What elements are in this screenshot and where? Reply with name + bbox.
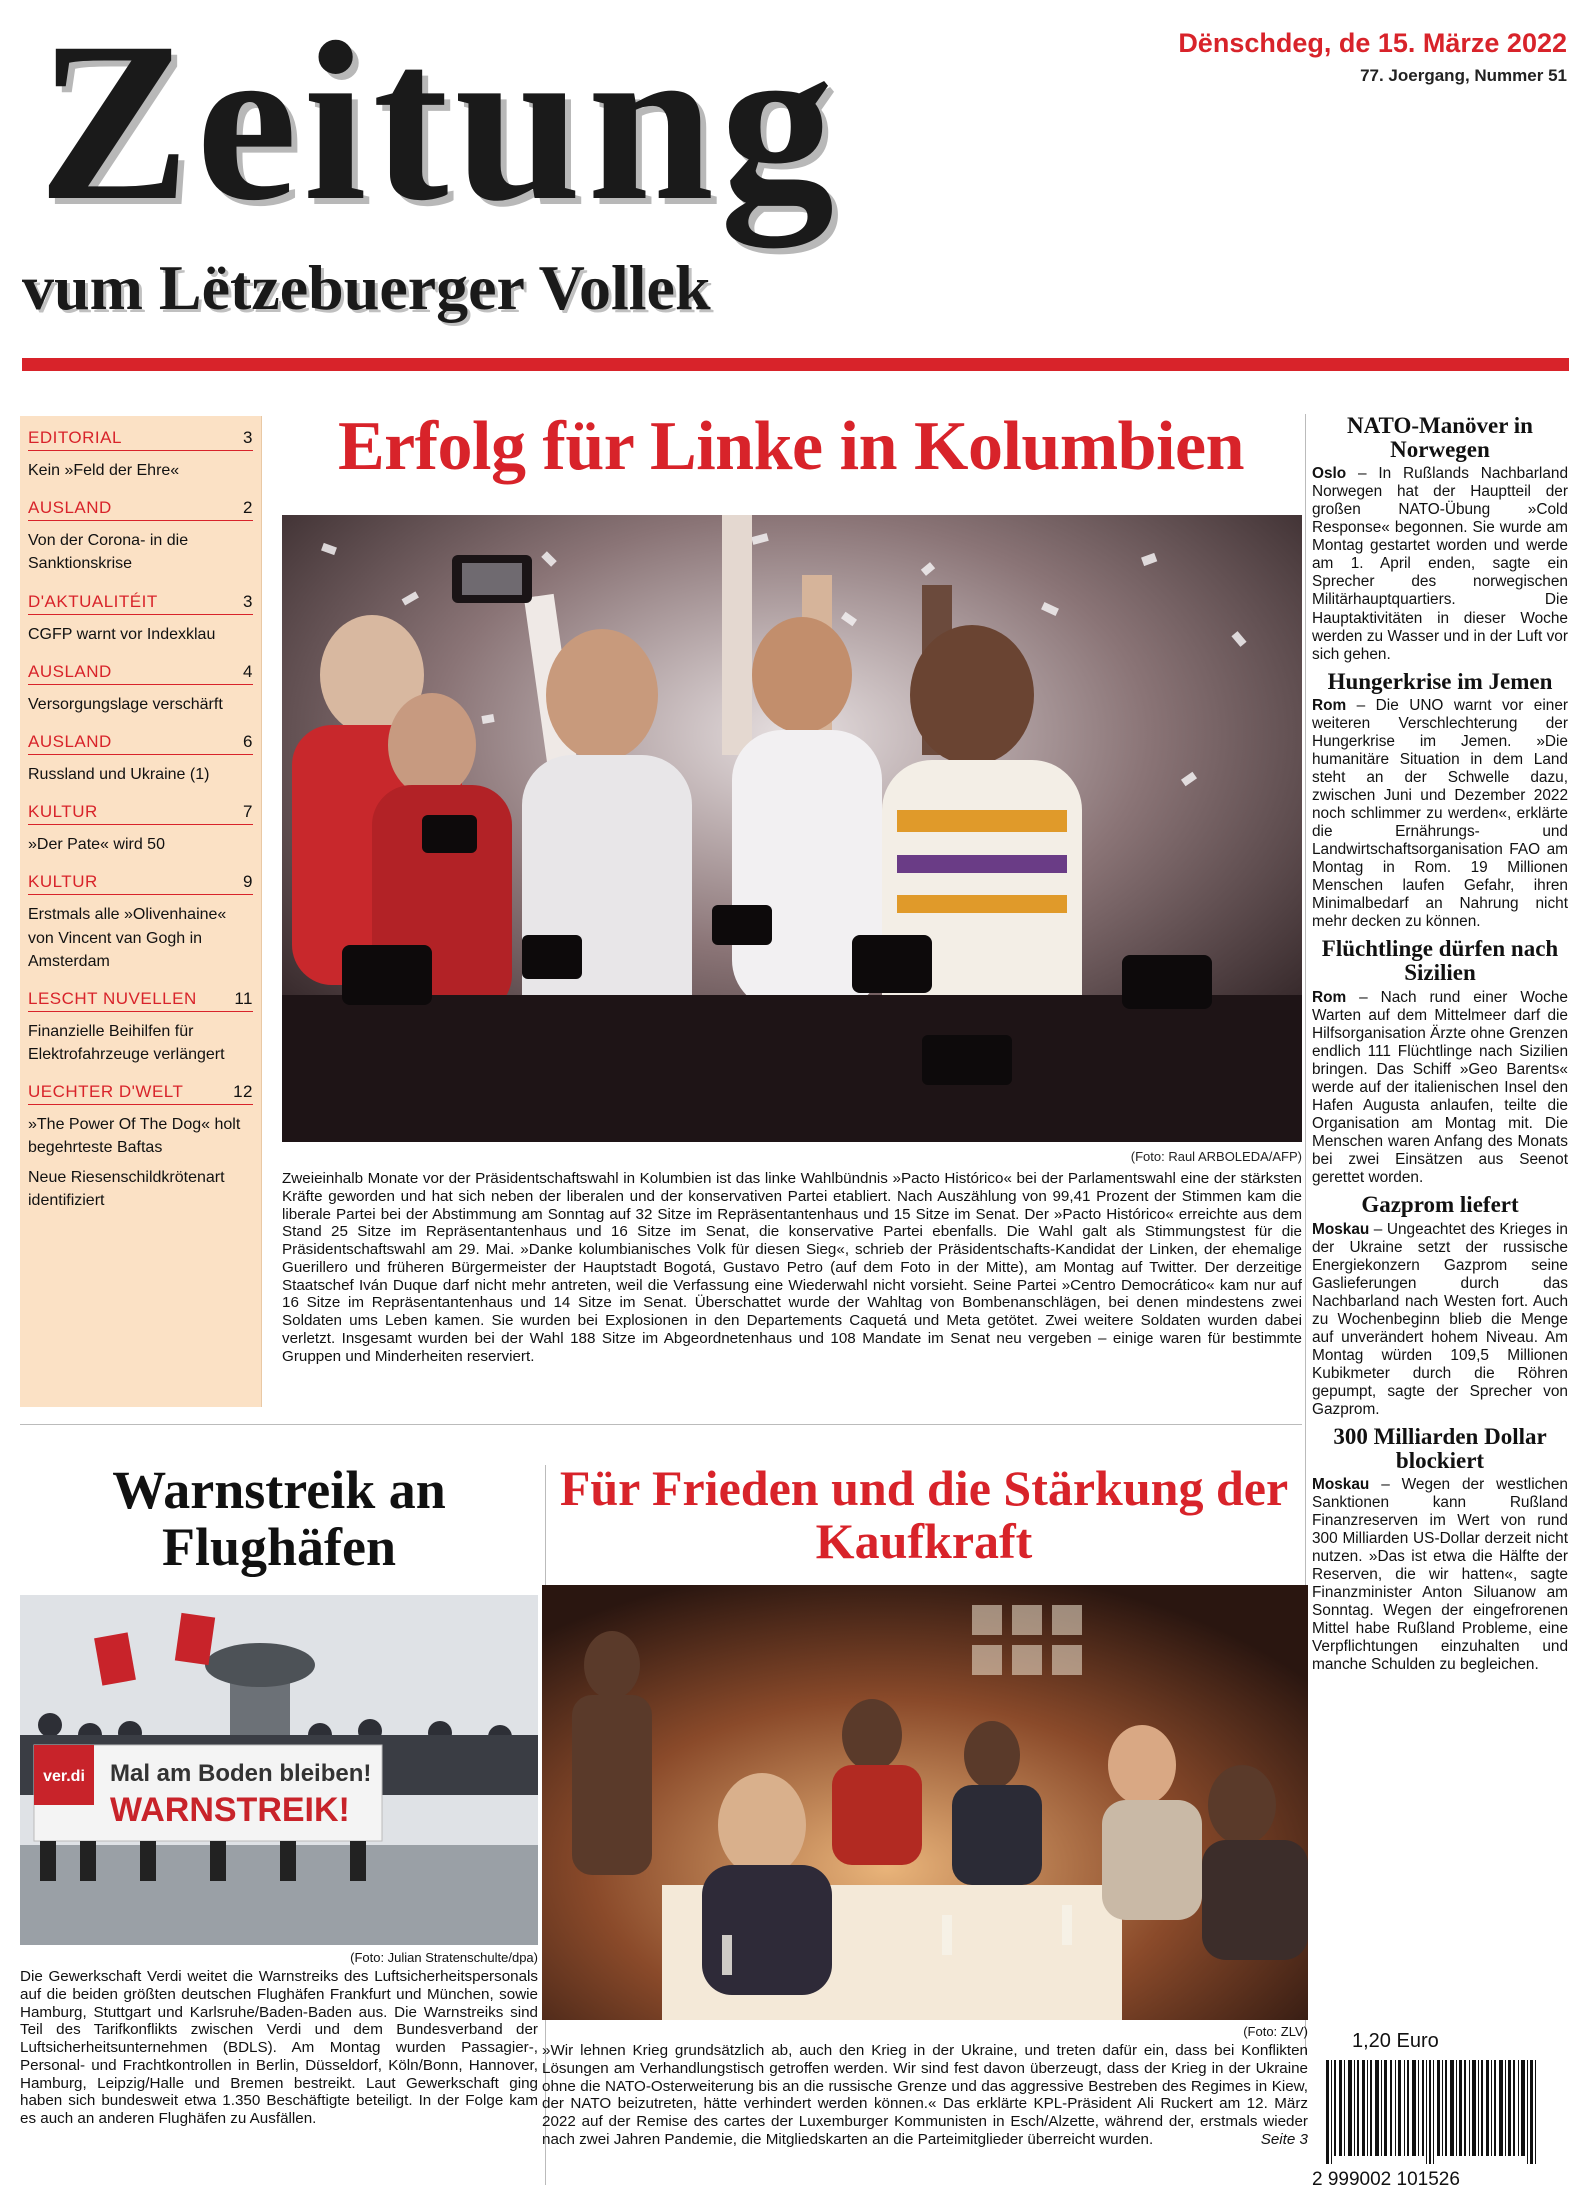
news-briefs-column <box>1312 414 1568 1680</box>
banner-text: WARNSTREIK! <box>110 1791 350 1829</box>
masthead-subtitle: vum Lëtzebuerger Vollek <box>22 252 711 323</box>
brief-headline[interactable]: Hungerkrise im Jemen <box>1327 668 1553 694</box>
brief-text: – Die UNO warnt vor einer weiteren Verschlechterung der Hungerkrise im Jemen. »Die humanitäre Situation in dem Land steht an der Schwelle dazu, zwischen Juni und Dezember 2022 noch schlimmer zu werden«, erklärte die Ernährungs- und Landwirtschaftsorganisation FAO am Montag in Rom. 19 Millionen Menschen laufen Gefahr, ihren Minimalbedarf an Nahrung nicht mehr decken zu können. <box>1312 697 1568 931</box>
toc-entry[interactable] <box>28 989 253 1066</box>
toc-entry[interactable] <box>28 732 253 786</box>
strike-body-text: Die Gewerkschaft Verdi weitet die Warnstreiks des Luftsicherheitspersonals auf die beiden größten deutschen Flughäfen Frankfurt und München, sowie Hamburg, Stuttgart und Karlsruhe/Baden-Baden aus. Die Warnstreiks sind Teil des Tarifkonflikts zwischen Verdi und dem Bundesverband der Luftsicherheitsunternehmen (BDLS). Am Montag wurden Passagier-, Personal- und Frachtkontrollen in Berlin, Düsseldorf, Köln/Bonn, Hannover, Hamburg, Leipzig/Halle und Bremen bestreikt. Laut Gewerkschaft ging haben sich bundesweit etwa 1.350 Beschäftigte beteiligt. In der Folge kam es auch an anderen Flughäfen zu Ausfällen. <box>20 1968 538 2128</box>
toc-page-number: 12 <box>233 1082 253 1102</box>
brief-body <box>1312 697 1568 931</box>
brief-dateline: Oslo <box>1312 465 1347 483</box>
toc-item[interactable]: Versorgungslage verschärft <box>28 695 223 713</box>
toc-page-number: 11 <box>234 988 253 1008</box>
brief-text: – Nach rund einer Woche Warten auf dem Mittelmeer darf die Hilfsorganisation Ärzte ohne Grenzen endlich 111 Flüchtlinge nach Sizilien bringen. Das Schiff »Geo Barents« werde auf der italienischen Insel den Hafen Augusta anlaufen, teilte die Organisation am Montag mit. Die Menschen waren Anfang des Monats bei zwei Einsätzen aus Seenot gerettet worden. <box>1312 988 1568 1186</box>
toc-entry[interactable] <box>28 1082 253 1212</box>
party-meeting-photo-credit: (Foto: ZLV) <box>1243 2024 1308 2039</box>
toc-page-number: 9 <box>243 872 253 892</box>
story-headline-peace[interactable]: Für Frieden und die Stärkung der Kaufkraft <box>559 1460 1289 1569</box>
brief-dateline: Moskau <box>1312 1220 1370 1238</box>
brief-body <box>1312 989 1568 1187</box>
toc-entry[interactable] <box>28 872 253 973</box>
barcode <box>1312 2060 1558 2190</box>
news-brief[interactable] <box>1312 670 1568 932</box>
section-divider <box>20 1424 1302 1425</box>
airport-strike-image <box>20 1595 538 1945</box>
toc-entry[interactable] <box>28 662 253 716</box>
news-brief[interactable] <box>1312 937 1568 1187</box>
toc-entry[interactable] <box>28 428 253 482</box>
toc-entry[interactable] <box>28 592 253 646</box>
masthead-title: Zeitung <box>38 0 841 248</box>
brief-headline[interactable]: 300 Milliarden Dollar blockiert <box>1333 1423 1547 1473</box>
news-brief[interactable] <box>1312 1425 1568 1675</box>
brief-body <box>1312 465 1568 663</box>
toc-section: AUSLAND <box>28 498 112 518</box>
masthead-rule <box>22 358 1569 371</box>
brief-dateline: Moskau <box>1312 1476 1370 1494</box>
toc-section: AUSLAND <box>28 731 112 751</box>
toc-item[interactable]: Finanzielle Beihilfen für Elektrofahrzeuge verlängert <box>28 1022 225 1064</box>
toc-page-number: 3 <box>243 591 253 611</box>
toc-item[interactable]: Russland und Ukraine (1) <box>28 765 210 783</box>
toc-page-number: 2 <box>243 498 253 518</box>
price-label: 1,20 Euro <box>1352 2030 1439 2052</box>
toc-page-number: 3 <box>243 428 253 447</box>
brief-headline[interactable]: NATO-Manöver in Norwegen <box>1347 413 1533 462</box>
peace-body-paragraph: »Wir lehnen Krieg grundsätzlich ab, auch den Krieg in der Ukraine, und treten dafür ein, dass bei Konflikten Lösungen am Verhandlungstisch getroffen werden. Wir sind fest davon überzeugt, dass der Krieg in der Ukraine ohne die NATO-Osterweiterung bis an die russische Grenze und das aggressive Bestreben des Regimes in Kiew, der NATO beizutreten, hätte verhindert werden können.« Das erklärte KPL-Präsident Ali Ruckert am 12. März 2022 auf der Remise des cartes der Luxemburger Kommunisten in Esch/Alzette, während der, erstmals wieder nach zwei Jahren Pandemie, die Mitgliedskarten an die Parteimitglieder überreicht wurden. <box>542 2042 1308 2148</box>
toc-item[interactable]: Neue Riesenschildkrötenart identifiziert <box>28 1168 225 1209</box>
brief-body <box>1312 1221 1568 1419</box>
issue-number: 77. Joergang, Nummer 51 <box>1360 66 1567 85</box>
news-brief[interactable] <box>1312 414 1568 664</box>
toc-item[interactable]: »The Power Of The Dog« holt begehrteste Baftas <box>28 1116 241 1157</box>
brief-headline[interactable]: Flüchtlinge dürfen nach Sizilien <box>1321 936 1559 986</box>
party-meeting-photo <box>542 1585 1308 2020</box>
toc-section: AUSLAND <box>28 661 112 681</box>
strike-photo <box>20 1595 538 1945</box>
brief-headline[interactable]: Gazprom liefert <box>1361 1191 1519 1217</box>
toc-section: LESCHT NUVELLEN <box>28 988 197 1008</box>
lead-headline[interactable]: Erfolg für Linke in Kolumbien <box>337 408 1245 485</box>
toc-page-number: 4 <box>243 661 253 681</box>
brief-dateline: Rom <box>1312 988 1347 1006</box>
news-brief[interactable] <box>1312 1193 1568 1419</box>
toc-item[interactable]: CGFP warnt vor Indexklau <box>28 625 216 643</box>
toc-entry[interactable] <box>28 498 253 575</box>
verdi-logo: ver.di <box>43 1768 85 1785</box>
lead-photo <box>282 515 1302 1142</box>
issue-date: Dënschdeg, de 15. Märze 2022 <box>1178 28 1567 58</box>
toc-section: KULTUR <box>28 872 98 892</box>
strike-photo-credit: (Foto: Julian Stratenschulte/dpa) <box>350 1950 538 1965</box>
peace-body-text <box>542 2042 1308 2149</box>
toc-item[interactable]: Erstmals alle »Olivenhaine« von Vincent van Gogh in Amsterdam <box>28 906 227 970</box>
story-headline-strike[interactable]: Warnstreik an Flughäfen <box>112 1460 446 1578</box>
toc-section: EDITORIAL <box>28 428 122 447</box>
toc-item[interactable]: Kein »Feld der Ehre« <box>28 462 180 479</box>
toc-page-number: 7 <box>243 802 253 822</box>
toc-item[interactable]: »Der Pate« wird 50 <box>28 836 165 854</box>
brief-text: – In Rußlands Nachbarland Norwegen hat der Hauptteil der großen NATO-Übung »Cold Response« begonnen. Sie wurde am Montag gestartet worden und werde am 1. April enden, sagte ein Sprecher des norwegischen Militärhauptquartiers. Die Hauptaktivitäten in dieser Woche werden zu Wasser und in der Luft vor sich gehen. <box>1312 465 1568 663</box>
toc-section: KULTUR <box>28 802 98 822</box>
toc-entry[interactable] <box>28 802 253 856</box>
toc-section: D'AKTUALITÉIT <box>28 591 158 611</box>
toc-item[interactable]: Von der Corona- in die Sanktionskrise <box>28 532 189 573</box>
lead-body-text: Zweieinhalb Monate vor der Präsidentschaftswahl in Kolumbien ist das linke Wahlbündnis »Pacto Histórico« bei der Parlamentswahl eine der stärksten Kräfte geworden und hat sich neben der liberalen und der konservativen Partei etabliert. Nach Auszählung von 99,41 Prozent der Stimmen kam die liberale Partei bei der Abstimmung am Sonntag auf 32 Sitze im Repräsentantenhaus und 15 Sitze im Senat. Der »Pacto Histórico« erreichte aus dem Stand 25 Sitze im Repräsentantenhaus und 16 Sitze im Senat, die konservative Partei ebenfalls. Die Wahl galt als Stimmungstest für die Präsidentschaftswahl am 29. Mai. »Danke kolumbianisches Volk für diesen Sieg«, schrieb der Präsidentschafts-Kandidat der Linken, der ehemalige Guerillero und früheren Bürgermeister der Hauptstadt Bogotá, Gustavo Petro (auf dem Foto in der Mitte), am Montag auf Twitter. Der derzeitige Staatschef Iván Duque darf nicht mehr antreten, weil die Verfassung eine Wiederwahl nicht vorsieht. Seine Partei »Centro Democrático« kam nur auf 16 Sitze im Repräsentantenhaus und 14 Sitze im Senat. Überschattet wurde der Wahltag von Bombenanschlägen, bei denen mindestens zwei Soldaten ums Leben kamen. Sie wurden bei Explosionen in den Departements Caquetá und Meta getötet. Zwei weitere Soldaten wurden dabei verletzt. Insgesamt wurden bei der Wahl 188 Sitze im Abgeordnetenhaus und 108 Mandate im Senat neu vergeben – einige waren für bestimmte Gruppen und Minderheiten reserviert. <box>282 1170 1302 1365</box>
brief-dateline: Rom <box>1312 697 1347 715</box>
election-celebration-image <box>282 515 1302 1142</box>
banner-text: Mal am Boden bleiben! <box>110 1760 372 1787</box>
barcode-number: 2 999002 101526 <box>1312 2169 1460 2190</box>
toc-page-number: 6 <box>243 731 253 751</box>
page-reference-link[interactable]: Seite 3 <box>1260 2130 1308 2148</box>
lead-photo-credit: (Foto: Raul ARBOLEDA/AFP) <box>1130 1149 1302 1164</box>
brief-body <box>1312 1476 1568 1674</box>
brief-text: – Wegen der westlichen Sanktionen kann Rußland Finanzreserven im Wert von rund 300 Milliarden US-Dollar derzeit nicht nutzen. »Das ist etwa die Hälfte der Reserven, die wir hatten«, sagte Finanzminister Anton Siluanow am Sonntag. Wegen der eingefrorenen Mittel habe Rußland Probleme, eine Verpflichtungen einzuhalten und manche Schulden zu begleichen. <box>1312 1476 1568 1674</box>
table-of-contents <box>20 416 262 1407</box>
toc-section: UECHTER D'WELT <box>28 1082 184 1102</box>
party-meeting-image <box>542 1585 1308 2020</box>
brief-text: – Ungeachtet des Krieges in der Ukraine setzt der russische Energiekonzern Gazprom seine Gaslieferungen durch das Nachbarland nach Westen fort. Auch zu Wochenbeginn blieb die Menge auf unverändert hohem Niveau. Am Montag würden 109,5 Millionen Kubikmeter durch die Röhren gepumpt, sagte der Sprecher von Gazprom. <box>1312 1220 1568 1418</box>
